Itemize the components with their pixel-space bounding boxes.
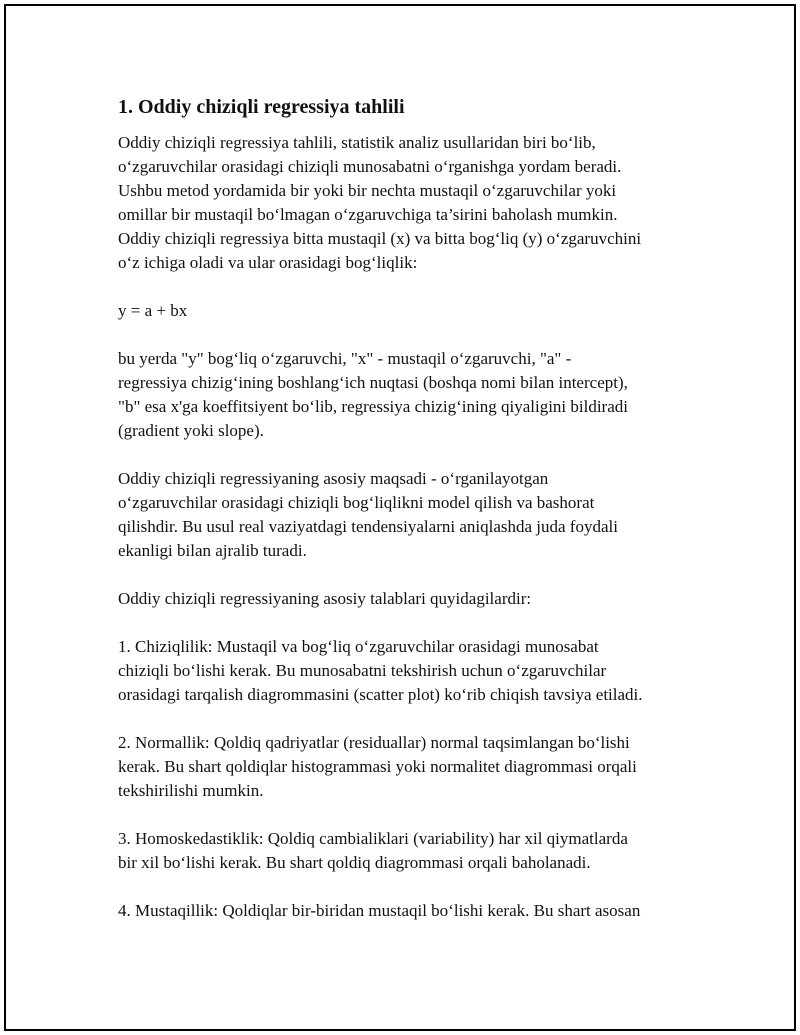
requirement-normality xyxy=(118,731,708,803)
text-line: 4. Mustaqillik: Qoldiqlar bir-biridan mustaqil bo‘lishi kerak. Bu shart asosan xyxy=(118,901,641,920)
requirement-independence xyxy=(118,899,708,923)
text-line: 1. Chiziqlilik: Mustaqil va bog‘liq o‘zgaruvchilar orasidagi munosabat xyxy=(118,637,599,656)
requirement-homoscedasticity xyxy=(118,827,708,875)
text-line: Oddiy chiziqli regressiya tahlili, statistik analiz usullaridan biri bo‘lib, xyxy=(118,133,596,152)
text-line: orasidagi tarqalish diagrommasini (scatter plot) ko‘rib chiqish tavsiya etiladi. xyxy=(118,685,643,704)
text-line: o‘zgaruvchilar orasidagi chiziqli munosabatni o‘rganishga yordam beradi. xyxy=(118,157,622,176)
text-line: bir xil bo‘lishi kerak. Bu shart qoldiq diagrommasi orqali baholanadi. xyxy=(118,853,591,872)
text-line: qilishdir. Bu usul real vaziyatdagi tendensiyalarni aniqlashda juda foydali xyxy=(118,517,618,536)
requirement-linearity xyxy=(118,635,708,707)
text-line: ekanligi bilan ajralib turadi. xyxy=(118,541,307,560)
text-line: tekshirilishi mumkin. xyxy=(118,781,264,800)
text-line: 2. Normallik: Qoldiq qadriyatlar (residuallar) normal taqsimlangan bo‘lishi xyxy=(118,733,630,752)
paragraph-intro xyxy=(118,131,708,275)
text-line: chiziqli bo‘lishi kerak. Bu munosabatni tekshirish uchun o‘zgaruvchilar xyxy=(118,661,607,680)
text-line: o‘zgaruvchilar orasidagi chiziqli bog‘liqlikni model qilish va bashorat xyxy=(118,493,595,512)
text-line: o‘z ichiga oladi va ular orasidagi bog‘liqlik: xyxy=(118,253,418,272)
text-line: (gradient yoki slope). xyxy=(118,421,264,440)
text-line: bu yerda "y" bog‘liq o‘zgaruvchi, "x" - mustaqil o‘zgaruvchi, "a" - xyxy=(118,349,572,368)
paragraph-formula-explanation xyxy=(118,347,708,443)
text-line: Ushbu metod yordamida bir yoki bir nechta mustaqil o‘zgaruvchilar yoki xyxy=(118,181,617,200)
paragraph-requirements-intro xyxy=(118,587,708,611)
text-line: "b" esa x'ga koeffitsiyent bo‘lib, regressiya chizig‘ining qiyaligini bildiradi xyxy=(118,397,628,416)
text-line: 3. Homoskedastiklik: Qoldiq cambialiklari (variability) har xil qiymatlarda xyxy=(118,829,628,848)
text-line: Oddiy chiziqli regressiyaning asosiy talablari quyidagilardir: xyxy=(118,589,532,608)
document-body xyxy=(118,95,708,947)
regression-formula: y = a + bx xyxy=(118,301,188,320)
text-line: Oddiy chiziqli regressiyaning asosiy maqsadi - o‘rganilayotgan xyxy=(118,469,549,488)
paragraph-purpose xyxy=(118,467,708,563)
text-line: regressiya chizig‘ining boshlang‘ich nuqtasi (boshqa nomi bilan intercept), xyxy=(118,373,628,392)
text-line: omillar bir mustaqil bo‘lmagan o‘zgaruvchiga ta’sirini baholash mumkin. xyxy=(118,205,618,224)
text-line: kerak. Bu shart qoldiqlar histogrammasi yoki normalitet diagrommasi orqali xyxy=(118,757,637,776)
section-title: 1. Oddiy chiziqli regressiya tahlili xyxy=(118,96,405,118)
text-line: Oddiy chiziqli regressiya bitta mustaqil (x) va bitta bog‘liq (y) o‘zgaruvchini xyxy=(118,229,642,248)
paragraph-formula xyxy=(118,299,708,323)
